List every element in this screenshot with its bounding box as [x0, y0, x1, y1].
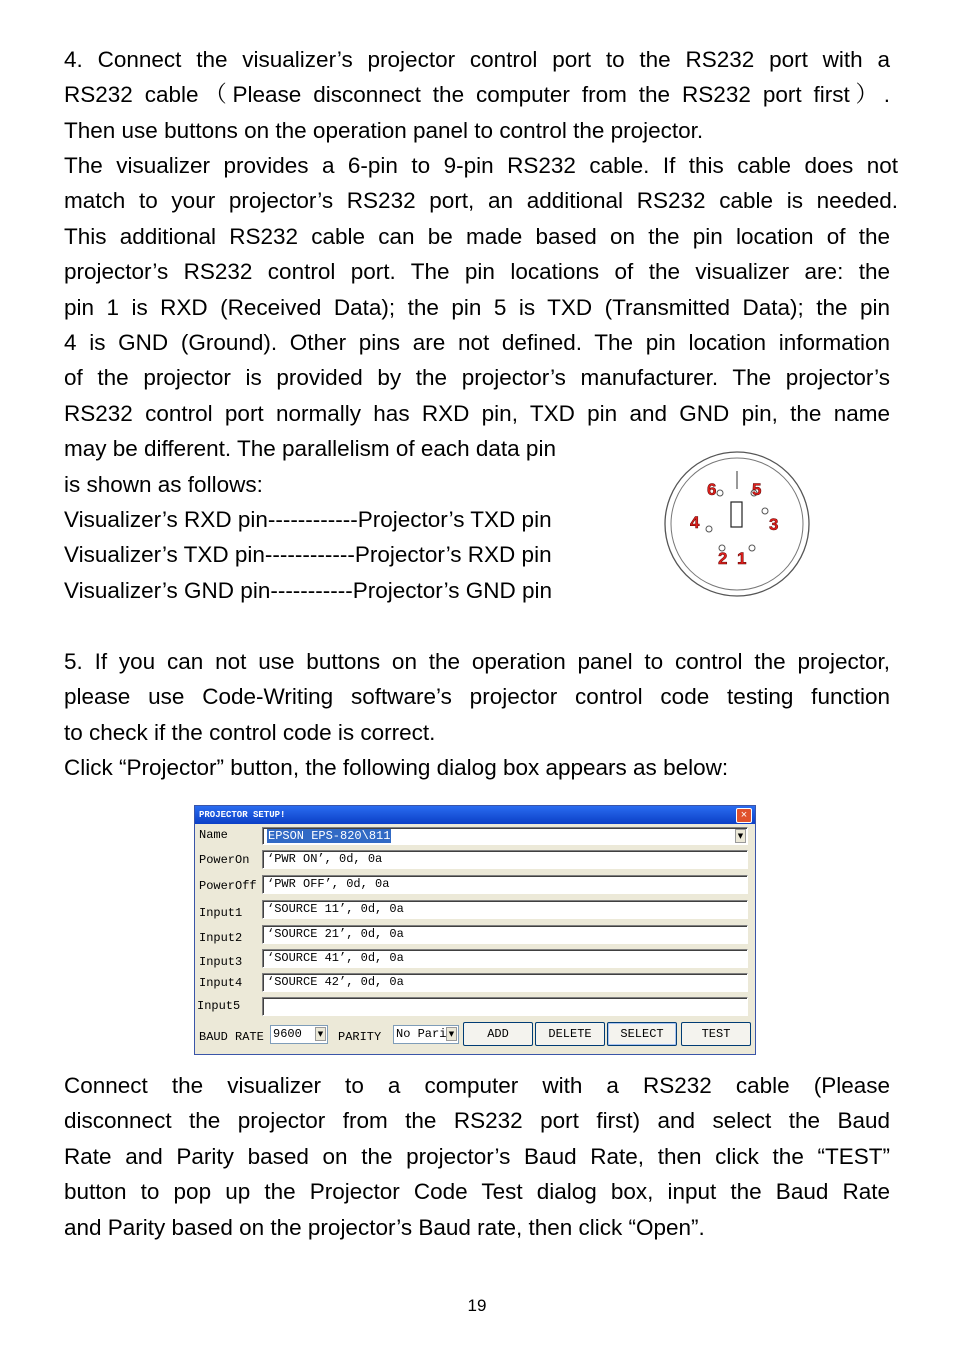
- input2-input[interactable]: ‘SOURCE 21’, 0d, 0a: [262, 925, 748, 944]
- add-button[interactable]: ADD: [463, 1022, 533, 1046]
- text-line: 4. Connect the visualizer’s projector control port to the RS232 port with a: [64, 47, 890, 72]
- close-button[interactable]: ×: [736, 808, 752, 823]
- baud-rate-value: 9600: [273, 1027, 302, 1041]
- parity-label: PARITY: [338, 1030, 382, 1044]
- poweroff-label: PowerOff: [199, 879, 257, 893]
- text-line: pin 1 is RXD (Received Data); the pin 5 is TXD (Transmitted Data); the pin: [64, 294, 890, 320]
- chevron-down-icon[interactable]: ▼: [315, 1027, 326, 1041]
- input5-input[interactable]: [262, 997, 748, 1016]
- poweroff-input[interactable]: ‘PWR OFF’, 0d, 0a: [262, 875, 748, 894]
- pin-mapping-txd: Visualizer’s TXD pin------------Projector’s RXD pin: [64, 542, 552, 568]
- chevron-down-icon[interactable]: ▼: [446, 1027, 457, 1041]
- select-button[interactable]: SELECT: [607, 1022, 677, 1046]
- pin-4-hole: [706, 526, 712, 532]
- text-line: disconnect the projector from the RS232 port first) and select the Baud: [64, 1108, 890, 1134]
- pin-3-hole: [762, 508, 768, 514]
- text-line: to check if the control code is correct.: [64, 719, 436, 745]
- pin-6-hole: [717, 490, 723, 496]
- pin-mapping-rxd: Visualizer’s RXD pin------------Projector’s TXD pin: [64, 507, 552, 533]
- page-number: 19: [467, 1296, 487, 1315]
- dialog-title: PROJECTOR SETUP!: [195, 806, 755, 824]
- name-select[interactable]: [262, 827, 748, 845]
- delete-button[interactable]: DELETE: [535, 1022, 605, 1046]
- pin-label-4: 4: [690, 513, 700, 532]
- poweron-input[interactable]: ‘PWR ON’, 0d, 0a: [262, 850, 748, 869]
- text-line: RS232 control port normally has RXD pin, TXD pin and GND pin, the name: [64, 400, 890, 426]
- text-line: button to pop up the Projector Code Test dialog box, input the Baud Rate: [64, 1179, 890, 1205]
- parity-value: No Pari: [396, 1027, 447, 1041]
- name-selected-value: EPSON EPS-820\811: [268, 829, 391, 843]
- input3-label: Input3: [199, 955, 243, 969]
- projector-setup-dialog: [194, 805, 756, 1055]
- text-line: may be different. The parallelism of each data pin: [64, 436, 556, 462]
- text-line: match to your projector’s RS232 port, an additional RS232 cable is needed.: [64, 188, 898, 214]
- final-paragraph: [64, 1068, 890, 1245]
- text-line: 5. If you can not use buttons on the operation panel to control the projector,: [64, 649, 890, 674]
- text-line: This additional RS232 cable can be made based on the pin location of the: [64, 223, 890, 249]
- step5-paragraph: [64, 644, 890, 786]
- connector-pin-diagram: [662, 449, 812, 599]
- text-line: Then use buttons on the operation panel to control the projector.: [64, 117, 704, 143]
- input4-label: Input4: [199, 976, 243, 990]
- pin-1-hole: [749, 545, 755, 551]
- text-line: The visualizer provides a 6-pin to 9-pin RS232 cable. If this cable does not: [64, 153, 898, 178]
- text-line: of the projector is provided by the projector’s manufacturer. The projector’s: [64, 365, 890, 391]
- input1-label: Input1: [199, 906, 243, 920]
- step4-paragraph: [64, 42, 890, 148]
- parity-select[interactable]: [393, 1025, 459, 1044]
- text-line: is shown as follows:: [64, 471, 263, 497]
- chevron-down-icon[interactable]: ▼: [735, 829, 746, 843]
- pin-label-2: 2: [718, 549, 728, 568]
- baud-rate-label: BAUD RATE: [199, 1030, 264, 1044]
- poweron-label: PowerOn: [199, 853, 250, 867]
- input1-input[interactable]: ‘SOURCE 11’, 0d, 0a: [262, 900, 748, 919]
- pin-label-3: 3: [769, 515, 779, 534]
- text-line: Click “Projector” button, the following dialog box appears as below:: [64, 755, 729, 781]
- text-line: please use Code-Writing software’s projector control code testing function: [64, 684, 890, 710]
- pin-label-6: 6: [707, 480, 717, 499]
- input2-label: Input2: [199, 931, 243, 945]
- text-line: and Parity based on the projector’s Baud rate, then click “Open”.: [64, 1214, 705, 1240]
- input5-label: Input5: [197, 999, 241, 1013]
- connector-key: [731, 502, 742, 527]
- input4-input[interactable]: ‘SOURCE 42’, 0d, 0a: [262, 973, 748, 992]
- text-line: Rate and Parity based on the projector’s Baud Rate, then click the “TEST”: [64, 1143, 890, 1169]
- baud-rate-select[interactable]: [270, 1025, 328, 1044]
- name-label: Name: [199, 828, 228, 842]
- input3-input[interactable]: ‘SOURCE 41’, 0d, 0a: [262, 949, 748, 968]
- pin-label-1: 1: [737, 549, 747, 568]
- text-line: projector’s RS232 control port. The pin locations of the visualizer are: the: [64, 259, 890, 285]
- text-line: Connect the visualizer to a computer with a RS232 cable (Please: [64, 1073, 890, 1098]
- pin-label-5: 5: [752, 480, 762, 499]
- pin-mapping-gnd: Visualizer’s GND pin-----------Projector’s GND pin: [64, 577, 552, 603]
- test-button[interactable]: TEST: [681, 1022, 751, 1046]
- text-line: RS232 cable（Please disconnect the computer from the RS232 port first）.: [64, 82, 890, 108]
- text-line: 4 is GND (Ground). Other pins are not defined. The pin location information: [64, 330, 890, 356]
